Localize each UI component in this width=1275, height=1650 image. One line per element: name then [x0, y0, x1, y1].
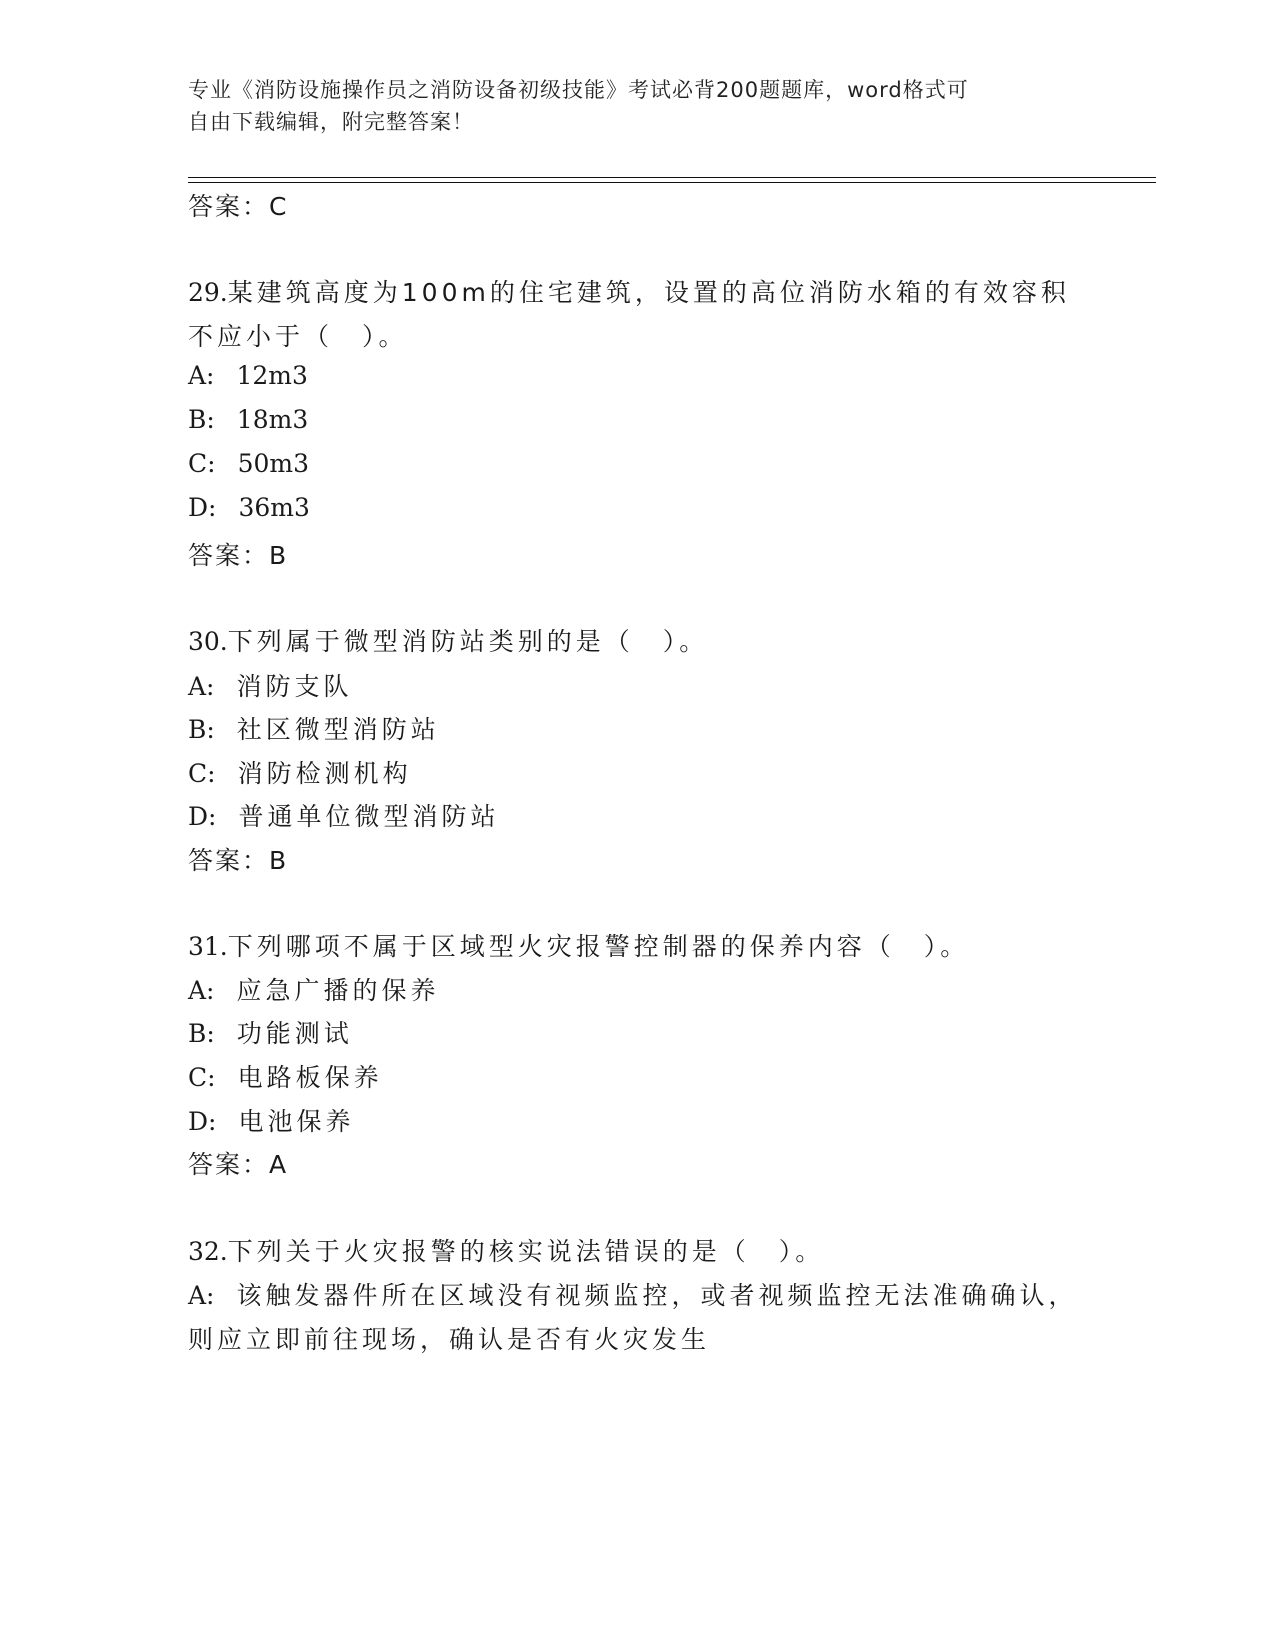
question-31-stem [188, 927, 969, 963]
previous-answer: 答案：C [188, 192, 289, 221]
option-letter: C: [188, 1063, 216, 1092]
option-text: 消防支队 [236, 672, 353, 701]
header-rule-top [188, 177, 1156, 178]
question-30-stem [188, 622, 708, 658]
option-letter: B: [188, 1019, 215, 1048]
option-letter: B: [188, 405, 215, 434]
option-text: 普通单位微型消防站 [238, 802, 500, 831]
question-stem-text: 下列关于火灾报警的核实说法错误的是（ ）。 [227, 1237, 825, 1266]
option-text: 应急广播的保养 [236, 976, 440, 1005]
option-text: 电池保养 [238, 1107, 355, 1136]
question-31-answer: 答案：A [188, 1150, 289, 1179]
option-text: 该触发器件所在区域没有视频监控，或者视频监控无法准确确认， [236, 1281, 1078, 1310]
question-32-stem [188, 1232, 824, 1268]
question-29-option-d [188, 493, 310, 522]
header-line-2: 自由下载编辑，附完整答案！ [188, 110, 474, 134]
option-letter: D: [188, 1107, 217, 1136]
option-letter: A: [188, 1281, 215, 1310]
option-letter: D: [188, 493, 217, 522]
question-31-option-b [188, 1014, 353, 1050]
option-text: 50m3 [237, 449, 309, 478]
question-30-answer: 答案：B [188, 846, 289, 875]
question-29-stem-cont: 不应小于（ ）。 [188, 322, 408, 351]
document-header [188, 74, 1088, 138]
question-29-option-c [188, 449, 309, 478]
option-letter: C: [188, 449, 216, 478]
question-number: 31. [188, 932, 228, 961]
option-text: 消防检测机构 [237, 759, 412, 788]
question-30-option-c [188, 754, 412, 790]
option-text: 电路板保养 [237, 1063, 383, 1092]
header-rule-bottom [188, 182, 1156, 183]
question-30-option-b [188, 710, 440, 746]
option-text: 36m3 [238, 493, 310, 522]
option-text: 12m3 [236, 361, 308, 390]
question-31-option-c [188, 1058, 383, 1094]
option-letter: D: [188, 802, 217, 831]
question-stem-text: 下列属于微型消防站类别的是（ ）。 [227, 627, 709, 656]
question-stem-text: 下列哪项不属于区域型火灾报警控制器的保养内容（ ）。 [227, 932, 970, 961]
question-29-stem [188, 273, 1070, 309]
option-letter: B: [188, 715, 215, 744]
option-text: 社区微型消防站 [236, 715, 440, 744]
question-32-option-a-cont: 则应立即前往现场，确认是否有火灾发生 [188, 1325, 711, 1354]
question-number: 29. [188, 278, 228, 307]
question-29-option-a [188, 361, 308, 390]
question-stem-text: 某建筑高度为100m的住宅建筑，设置的高位消防水箱的有效容积 [227, 278, 1070, 307]
option-text: 18m3 [236, 405, 309, 434]
option-letter: C: [188, 759, 216, 788]
option-letter: A: [188, 672, 215, 701]
question-31-option-a [188, 971, 440, 1007]
question-32-option-a [188, 1276, 1078, 1312]
question-30-option-d [188, 797, 499, 833]
question-29-answer: 答案：B [188, 541, 289, 570]
question-29-option-b [188, 405, 308, 434]
question-30-option-a [188, 667, 353, 703]
option-letter: A: [188, 976, 215, 1005]
question-31-option-d [188, 1102, 354, 1138]
header-line-1: 专业《消防设施操作员之消防设备初级技能》考试必背200题题库，word格式可 [188, 78, 969, 102]
option-letter: A: [188, 361, 215, 390]
option-text: 功能测试 [236, 1019, 353, 1048]
question-number: 30. [188, 627, 228, 656]
question-number: 32. [188, 1237, 228, 1266]
